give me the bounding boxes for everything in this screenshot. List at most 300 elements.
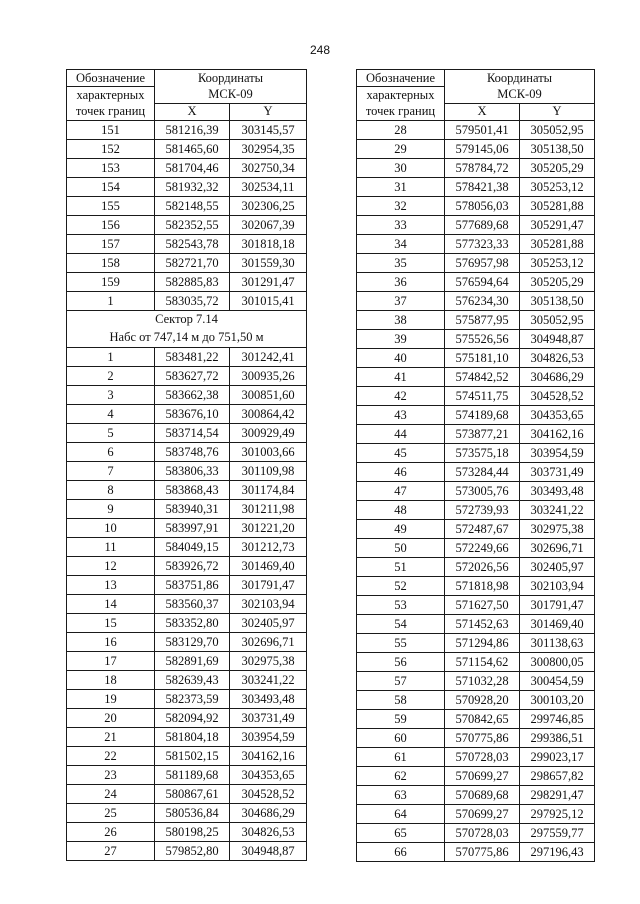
- point-id-cell: 18: [67, 670, 155, 689]
- point-id-cell: 7: [67, 461, 155, 480]
- y-coordinate-cell: 301242,41: [230, 347, 307, 366]
- y-coordinate-cell: 302975,38: [230, 651, 307, 670]
- point-id-cell: 37: [357, 291, 445, 310]
- y-coordinate-cell: 304162,16: [230, 746, 307, 765]
- x-coordinate-cell: 575526,56: [445, 329, 520, 348]
- table-row: [67, 461, 307, 480]
- y-coordinate-cell: 302696,71: [520, 538, 595, 557]
- point-id-cell: 50: [357, 538, 445, 557]
- point-id-cell: 154: [67, 177, 155, 196]
- left-rows-group-a: [67, 120, 307, 310]
- y-coordinate-cell: 302696,71: [230, 632, 307, 651]
- point-id-cell: 155: [67, 196, 155, 215]
- point-id-cell: 32: [357, 196, 445, 215]
- y-coordinate-cell: 305253,12: [520, 177, 595, 196]
- table-row: [67, 366, 307, 385]
- y-coordinate-cell: 302975,38: [520, 519, 595, 538]
- table-row: [67, 537, 307, 556]
- table-row: [357, 785, 595, 804]
- x-coordinate-cell: 580867,61: [155, 784, 230, 803]
- point-id-cell: 49: [357, 519, 445, 538]
- table-row: [67, 442, 307, 461]
- point-id-cell: 151: [67, 120, 155, 139]
- table-row: [67, 803, 307, 822]
- point-id-cell: 39: [357, 329, 445, 348]
- y-coordinate-cell: 299386,51: [520, 728, 595, 747]
- table-row: [357, 614, 595, 633]
- y-coordinate-cell: 303145,57: [230, 120, 307, 139]
- designation-header-line1: Обозначение: [67, 70, 155, 87]
- x-coordinate-cell: 582148,55: [155, 196, 230, 215]
- x-coordinate-cell: 583560,37: [155, 594, 230, 613]
- x-coordinate-cell: 571154,62: [445, 652, 520, 671]
- table-row: [357, 747, 595, 766]
- x-coordinate-cell: 581189,68: [155, 765, 230, 784]
- x-coordinate-cell: 583129,70: [155, 632, 230, 651]
- y-coordinate-cell: 304162,16: [520, 424, 595, 443]
- sector-title: Сектор 7.14: [67, 310, 307, 329]
- point-id-cell: 54: [357, 614, 445, 633]
- point-id-cell: 60: [357, 728, 445, 747]
- y-coordinate-cell: 301109,98: [230, 461, 307, 480]
- x-coordinate-cell: 577323,33: [445, 234, 520, 253]
- right-rows-group: [357, 120, 595, 861]
- point-id-cell: 35: [357, 253, 445, 272]
- table-row: [357, 842, 595, 861]
- point-id-cell: 40: [357, 348, 445, 367]
- x-coordinate-cell: 579852,80: [155, 841, 230, 860]
- x-coordinate-cell: 570699,27: [445, 766, 520, 785]
- y-coordinate-cell: 303731,49: [230, 708, 307, 727]
- table-row: [357, 690, 595, 709]
- point-id-cell: 28: [357, 120, 445, 139]
- y-coordinate-cell: 300864,42: [230, 404, 307, 423]
- y-coordinate-cell: 301291,47: [230, 272, 307, 291]
- point-id-cell: 36: [357, 272, 445, 291]
- y-coordinate-cell: 301221,20: [230, 518, 307, 537]
- y-coordinate-cell: 301138,63: [520, 633, 595, 652]
- y-coordinate-cell: 304686,29: [230, 803, 307, 822]
- table-row: [357, 367, 595, 386]
- x-coordinate-cell: 583806,33: [155, 461, 230, 480]
- table-row: [357, 329, 595, 348]
- point-id-cell: 63: [357, 785, 445, 804]
- x-coordinate-cell: 583926,72: [155, 556, 230, 575]
- y-coordinate-cell: 299023,17: [520, 747, 595, 766]
- point-id-cell: 66: [357, 842, 445, 861]
- point-id-cell: 8: [67, 480, 155, 499]
- x-coordinate-cell: 570728,03: [445, 747, 520, 766]
- x-coordinate-cell: 571032,28: [445, 671, 520, 690]
- x-coordinate-cell: 575181,10: [445, 348, 520, 367]
- table-row: [357, 386, 595, 405]
- x-coordinate-cell: 574842,52: [445, 367, 520, 386]
- y-coordinate-cell: 297925,12: [520, 804, 595, 823]
- x-coordinate-cell: 583714,54: [155, 423, 230, 442]
- point-id-cell: 15: [67, 613, 155, 632]
- y-coordinate-cell: 302954,35: [230, 139, 307, 158]
- table-row: [357, 253, 595, 272]
- x-coordinate-cell: 578421,38: [445, 177, 520, 196]
- x-coordinate-cell: 583627,72: [155, 366, 230, 385]
- x-coordinate-cell: 584049,15: [155, 537, 230, 556]
- table-row: [67, 670, 307, 689]
- y-coordinate-cell: 301791,47: [230, 575, 307, 594]
- table-row: [357, 234, 595, 253]
- x-coordinate-cell: 573877,21: [445, 424, 520, 443]
- y-column-header: Y: [520, 103, 595, 120]
- point-id-cell: 38: [357, 310, 445, 329]
- table-row: [67, 347, 307, 366]
- x-coordinate-cell: 573284,44: [445, 462, 520, 481]
- point-id-cell: 31: [357, 177, 445, 196]
- table-row: [67, 746, 307, 765]
- table-row: [67, 291, 307, 310]
- point-id-cell: 1: [67, 291, 155, 310]
- point-id-cell: 59: [357, 709, 445, 728]
- y-coordinate-cell: 297559,77: [520, 823, 595, 842]
- x-coordinate-cell: 583352,80: [155, 613, 230, 632]
- y-coordinate-cell: 304528,52: [230, 784, 307, 803]
- x-coordinate-cell: 580536,84: [155, 803, 230, 822]
- point-id-cell: 45: [357, 443, 445, 462]
- y-coordinate-cell: 304528,52: [520, 386, 595, 405]
- designation-header-line3: точек границ: [357, 103, 445, 120]
- y-coordinate-cell: 300929,49: [230, 423, 307, 442]
- y-coordinate-cell: 305291,47: [520, 215, 595, 234]
- table-row: [67, 423, 307, 442]
- table-row: [357, 462, 595, 481]
- x-coordinate-cell: 570689,68: [445, 785, 520, 804]
- table-row: [67, 215, 307, 234]
- x-coordinate-cell: 572026,56: [445, 557, 520, 576]
- point-id-cell: 42: [357, 386, 445, 405]
- table-row: [67, 196, 307, 215]
- point-id-cell: 30: [357, 158, 445, 177]
- y-coordinate-cell: 303954,59: [520, 443, 595, 462]
- x-coordinate-cell: 581804,18: [155, 727, 230, 746]
- y-coordinate-cell: 303731,49: [520, 462, 595, 481]
- x-coordinate-cell: 576957,98: [445, 253, 520, 272]
- table-row: [67, 499, 307, 518]
- point-id-cell: 17: [67, 651, 155, 670]
- x-coordinate-cell: 574511,75: [445, 386, 520, 405]
- x-coordinate-cell: 582094,92: [155, 708, 230, 727]
- page-number: 248: [309, 43, 331, 57]
- y-coordinate-cell: 303954,59: [230, 727, 307, 746]
- x-coordinate-cell: 582373,59: [155, 689, 230, 708]
- point-id-cell: 41: [357, 367, 445, 386]
- y-coordinate-cell: 297196,43: [520, 842, 595, 861]
- y-coordinate-cell: 302306,25: [230, 196, 307, 215]
- x-coordinate-cell: 583868,43: [155, 480, 230, 499]
- point-id-cell: 9: [67, 499, 155, 518]
- designation-header-line2: характерных: [67, 87, 155, 104]
- y-coordinate-cell: 298291,47: [520, 785, 595, 804]
- table-row: [357, 728, 595, 747]
- table-row: [67, 575, 307, 594]
- table-row: [67, 822, 307, 841]
- point-id-cell: 51: [357, 557, 445, 576]
- y-coordinate-cell: 301559,30: [230, 253, 307, 272]
- y-coordinate-cell: 302103,94: [520, 576, 595, 595]
- table-row: [357, 348, 595, 367]
- y-coordinate-cell: 298657,82: [520, 766, 595, 785]
- coords-header-line1: Координаты: [445, 70, 595, 87]
- table-row: [67, 708, 307, 727]
- y-coordinate-cell: 301791,47: [520, 595, 595, 614]
- point-id-cell: 55: [357, 633, 445, 652]
- table-row: [357, 652, 595, 671]
- table-row: [67, 632, 307, 651]
- x-coordinate-cell: 570728,03: [445, 823, 520, 842]
- x-coordinate-cell: 572487,67: [445, 519, 520, 538]
- sector-range: Набс от 747,14 м до 751,50 м: [67, 329, 307, 348]
- coords-header-line1: Координаты: [155, 70, 307, 87]
- point-id-cell: 48: [357, 500, 445, 519]
- x-coordinate-cell: 570699,27: [445, 804, 520, 823]
- y-coordinate-cell: 304353,65: [520, 405, 595, 424]
- x-coordinate-cell: 583751,86: [155, 575, 230, 594]
- x-coordinate-cell: 572739,93: [445, 500, 520, 519]
- x-coordinate-cell: 582639,43: [155, 670, 230, 689]
- table-row: [357, 291, 595, 310]
- x-coordinate-cell: 581465,60: [155, 139, 230, 158]
- table-row: [67, 385, 307, 404]
- x-coordinate-cell: 581704,46: [155, 158, 230, 177]
- table-row: [357, 196, 595, 215]
- x-coordinate-cell: 572249,66: [445, 538, 520, 557]
- x-coordinate-cell: 579145,06: [445, 139, 520, 158]
- point-id-cell: 47: [357, 481, 445, 500]
- left-rows-group-b: [67, 347, 307, 860]
- point-id-cell: 25: [67, 803, 155, 822]
- y-coordinate-cell: 299746,85: [520, 709, 595, 728]
- y-coordinate-cell: 305205,29: [520, 272, 595, 291]
- y-coordinate-cell: 305281,88: [520, 234, 595, 253]
- point-id-cell: 19: [67, 689, 155, 708]
- point-id-cell: 12: [67, 556, 155, 575]
- y-coordinate-cell: 300935,26: [230, 366, 307, 385]
- table-row: [357, 424, 595, 443]
- x-coordinate-cell: 582885,83: [155, 272, 230, 291]
- point-id-cell: 152: [67, 139, 155, 158]
- table-row: [357, 481, 595, 500]
- x-coordinate-cell: 581932,32: [155, 177, 230, 196]
- y-coordinate-cell: 304948,87: [230, 841, 307, 860]
- point-id-cell: 14: [67, 594, 155, 613]
- x-coordinate-cell: 570928,20: [445, 690, 520, 709]
- x-coordinate-cell: 581216,39: [155, 120, 230, 139]
- point-id-cell: 157: [67, 234, 155, 253]
- x-coordinate-cell: 571452,63: [445, 614, 520, 633]
- x-coordinate-cell: 571627,50: [445, 595, 520, 614]
- y-coordinate-cell: 305281,88: [520, 196, 595, 215]
- table-row: [357, 557, 595, 576]
- table-row: [357, 709, 595, 728]
- y-coordinate-cell: 304826,53: [230, 822, 307, 841]
- point-id-cell: 2: [67, 366, 155, 385]
- y-coordinate-cell: 305138,50: [520, 139, 595, 158]
- table-row: [357, 804, 595, 823]
- point-id-cell: 61: [357, 747, 445, 766]
- table-row: [67, 404, 307, 423]
- point-id-cell: 65: [357, 823, 445, 842]
- x-coordinate-cell: 571294,86: [445, 633, 520, 652]
- y-coordinate-cell: 301015,41: [230, 291, 307, 310]
- point-id-cell: 44: [357, 424, 445, 443]
- point-id-cell: 56: [357, 652, 445, 671]
- table-row: [357, 215, 595, 234]
- y-column-header: Y: [230, 103, 307, 120]
- y-coordinate-cell: 301211,98: [230, 499, 307, 518]
- point-id-cell: 21: [67, 727, 155, 746]
- x-coordinate-cell: 574189,68: [445, 405, 520, 424]
- y-coordinate-cell: 303241,22: [520, 500, 595, 519]
- y-coordinate-cell: 305253,12: [520, 253, 595, 272]
- designation-header-line2: характерных: [357, 87, 445, 104]
- y-coordinate-cell: 301469,40: [520, 614, 595, 633]
- point-id-cell: 3: [67, 385, 155, 404]
- x-coordinate-cell: 583748,76: [155, 442, 230, 461]
- x-coordinate-cell: 583997,91: [155, 518, 230, 537]
- table-row: [357, 633, 595, 652]
- point-id-cell: 22: [67, 746, 155, 765]
- x-coordinate-cell: 570842,65: [445, 709, 520, 728]
- y-coordinate-cell: 303493,48: [520, 481, 595, 500]
- x-coordinate-cell: 570775,86: [445, 728, 520, 747]
- y-coordinate-cell: 301174,84: [230, 480, 307, 499]
- table-row: [357, 823, 595, 842]
- table-row: [357, 177, 595, 196]
- y-coordinate-cell: 301818,18: [230, 234, 307, 253]
- point-id-cell: 43: [357, 405, 445, 424]
- x-coordinate-cell: 576594,64: [445, 272, 520, 291]
- table-row: [67, 139, 307, 158]
- x-coordinate-cell: 581502,15: [155, 746, 230, 765]
- y-coordinate-cell: 302067,39: [230, 215, 307, 234]
- table-row: [67, 253, 307, 272]
- y-coordinate-cell: 300103,20: [520, 690, 595, 709]
- table-row: [357, 671, 595, 690]
- point-id-cell: 29: [357, 139, 445, 158]
- x-coordinate-cell: 579501,41: [445, 120, 520, 139]
- table-row: [357, 500, 595, 519]
- table-row: [67, 120, 307, 139]
- table-row: [67, 177, 307, 196]
- x-column-header: X: [155, 103, 230, 120]
- x-coordinate-cell: 571818,98: [445, 576, 520, 595]
- table-row: [357, 576, 595, 595]
- x-coordinate-cell: 580198,25: [155, 822, 230, 841]
- x-coordinate-cell: 583481,22: [155, 347, 230, 366]
- x-coordinate-cell: 583035,72: [155, 291, 230, 310]
- x-coordinate-cell: 578056,03: [445, 196, 520, 215]
- point-id-cell: 153: [67, 158, 155, 177]
- table-row: [357, 139, 595, 158]
- table-row: [357, 519, 595, 538]
- point-id-cell: 158: [67, 253, 155, 272]
- table-row: [357, 538, 595, 557]
- table-row: [67, 651, 307, 670]
- point-id-cell: 23: [67, 765, 155, 784]
- point-id-cell: 13: [67, 575, 155, 594]
- table-row: [357, 272, 595, 291]
- table-row: [357, 443, 595, 462]
- table-row: [67, 765, 307, 784]
- y-coordinate-cell: 304686,29: [520, 367, 595, 386]
- y-coordinate-cell: 301003,66: [230, 442, 307, 461]
- coords-header-line2: МСК-09: [445, 87, 595, 104]
- designation-header-line3: точек границ: [67, 103, 155, 120]
- table-row: [67, 594, 307, 613]
- table-row: [67, 727, 307, 746]
- point-id-cell: 10: [67, 518, 155, 537]
- point-id-cell: 159: [67, 272, 155, 291]
- x-coordinate-cell: 582543,78: [155, 234, 230, 253]
- x-coordinate-cell: 570775,86: [445, 842, 520, 861]
- point-id-cell: 58: [357, 690, 445, 709]
- x-coordinate-cell: 577689,68: [445, 215, 520, 234]
- point-id-cell: 20: [67, 708, 155, 727]
- y-coordinate-cell: 305052,95: [520, 120, 595, 139]
- y-coordinate-cell: 304826,53: [520, 348, 595, 367]
- y-coordinate-cell: 302103,94: [230, 594, 307, 613]
- y-coordinate-cell: 302405,97: [520, 557, 595, 576]
- y-coordinate-cell: 303493,48: [230, 689, 307, 708]
- x-coordinate-cell: 583940,31: [155, 499, 230, 518]
- point-id-cell: 62: [357, 766, 445, 785]
- table-row: [67, 556, 307, 575]
- y-coordinate-cell: 300454,59: [520, 671, 595, 690]
- table-row: [67, 841, 307, 860]
- point-id-cell: 156: [67, 215, 155, 234]
- y-coordinate-cell: 302534,11: [230, 177, 307, 196]
- table-row: [67, 480, 307, 499]
- point-id-cell: 1: [67, 347, 155, 366]
- point-id-cell: 46: [357, 462, 445, 481]
- table-row: [67, 784, 307, 803]
- x-coordinate-cell: 576234,30: [445, 291, 520, 310]
- y-coordinate-cell: 303241,22: [230, 670, 307, 689]
- y-coordinate-cell: 304948,87: [520, 329, 595, 348]
- coords-header-line2: МСК-09: [155, 87, 307, 104]
- y-coordinate-cell: 300800,05: [520, 652, 595, 671]
- table-row: [67, 158, 307, 177]
- coordinates-table-left: [66, 69, 307, 861]
- point-id-cell: 6: [67, 442, 155, 461]
- point-id-cell: 64: [357, 804, 445, 823]
- table-row: [357, 595, 595, 614]
- table-row: [67, 613, 307, 632]
- x-column-header: X: [445, 103, 520, 120]
- point-id-cell: 34: [357, 234, 445, 253]
- y-coordinate-cell: 305205,29: [520, 158, 595, 177]
- table-row: [67, 689, 307, 708]
- y-coordinate-cell: 301212,73: [230, 537, 307, 556]
- x-coordinate-cell: 573575,18: [445, 443, 520, 462]
- table-row: [67, 234, 307, 253]
- designation-header-line1: Обозначение: [357, 70, 445, 87]
- table-row: [357, 766, 595, 785]
- x-coordinate-cell: 582352,55: [155, 215, 230, 234]
- point-id-cell: 16: [67, 632, 155, 651]
- x-coordinate-cell: 583676,10: [155, 404, 230, 423]
- x-coordinate-cell: 582891,69: [155, 651, 230, 670]
- table-row: [67, 272, 307, 291]
- table-row: [357, 405, 595, 424]
- x-coordinate-cell: 583662,38: [155, 385, 230, 404]
